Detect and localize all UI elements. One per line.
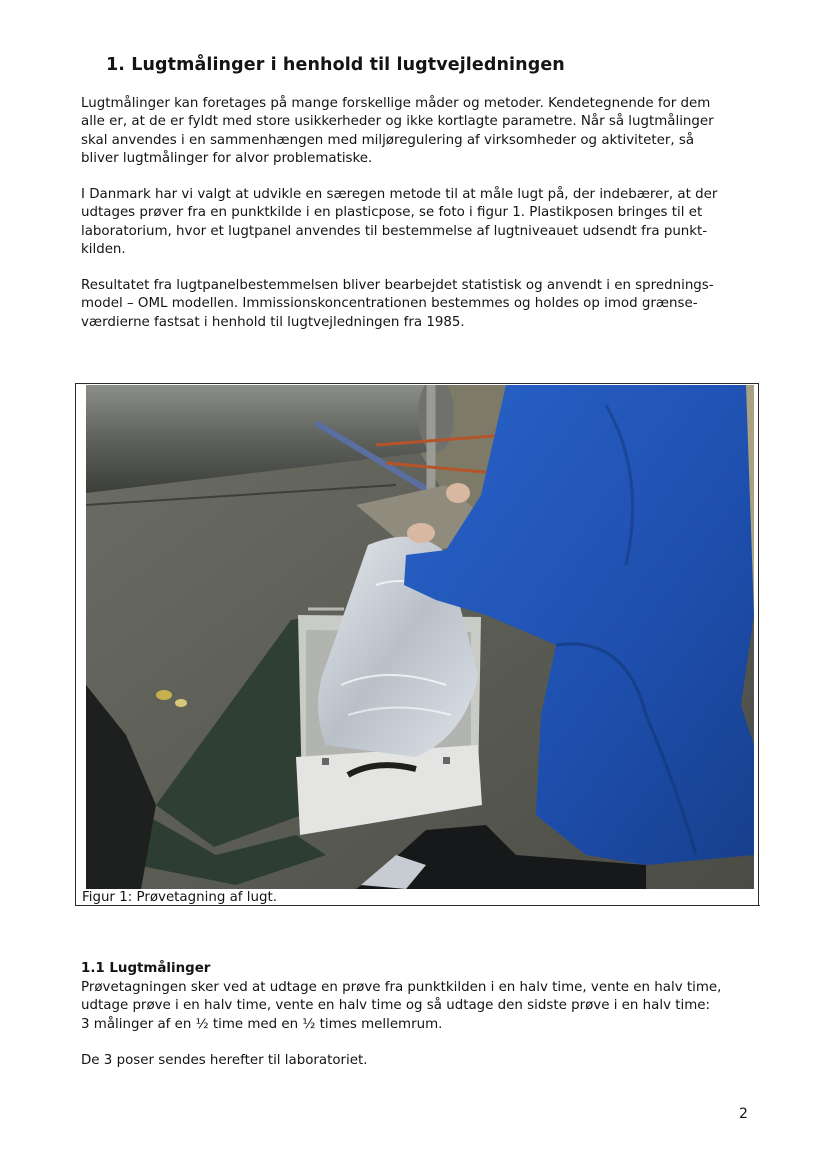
- paragraph-2: [81, 186, 761, 260]
- figure-1: [75, 383, 759, 906]
- text-line: laboratorium, hvor et lugtpanel anvendes til bestemmelse af lugtniveauet udsendt fra punkt-: [81, 223, 708, 239]
- section-heading: 1. Lugtmålinger i henhold til lugtvejledningen: [106, 55, 565, 75]
- text-line: I Danmark har vi valgt at udvikle en særegen metode til at måle lugt på, der indebærer, at der: [81, 187, 718, 202]
- paragraph-5: [81, 1052, 761, 1070]
- text-line: Lugtmålinger kan foretages på mange forskellige måder og metoder. Kendetegnende for dem: [81, 96, 711, 111]
- text-line: værdierne fastsat i henhold til lugtvejledningen fra 1985.: [81, 314, 465, 330]
- page-number: 2: [739, 1106, 748, 1122]
- text-line: De 3 poser sendes herefter til laboratoriet.: [81, 1053, 368, 1068]
- text-line: bliver lugtmålinger for alvor problematiske.: [81, 151, 373, 167]
- paragraph-3: [81, 277, 761, 332]
- subsection-heading: 1.1 Lugtmålinger: [81, 961, 211, 976]
- text-line: model – OML modellen. Immissionskoncentrationen bestemmes og holdes op imod grænse-: [81, 296, 698, 312]
- paragraph-1: [81, 95, 761, 169]
- text-line: Prøvetagningen sker ved at udtage en prøve fra punktkilden i en halv time, vente en halv time,: [81, 980, 722, 995]
- text-line: udtages prøver fra en punktkilde i en plasticpose, se foto i figur 1. Plastikposen bringes til et: [81, 205, 703, 221]
- text-line: skal anvendes i en sammenhængen med miljøregulering af virksomheder og aktiviteter, så: [81, 132, 695, 148]
- text-line: Resultatet fra lugtpanelbestemmelsen bliver bearbejdet statistisk og anvendt i en sprednings-: [81, 278, 714, 293]
- figure-caption: Figur 1: Prøvetagning af lugt.: [82, 890, 277, 905]
- caption-divider: [76, 905, 760, 906]
- paragraph-4: [81, 979, 761, 1034]
- sampling-photo: [86, 385, 754, 889]
- text-line: alle er, at de er fyldt med store usikkerheder og ikke kortlagte parametre. Når så lugtmålinger: [81, 114, 714, 130]
- text-line: kilden.: [81, 242, 126, 258]
- text-line: udtage prøve i en halv time, vente en halv time og så udtage den sidste prøve i en halv time:: [81, 998, 711, 1014]
- text-line: 3 målinger af en ½ time med en ½ times mellemrum.: [81, 1016, 443, 1032]
